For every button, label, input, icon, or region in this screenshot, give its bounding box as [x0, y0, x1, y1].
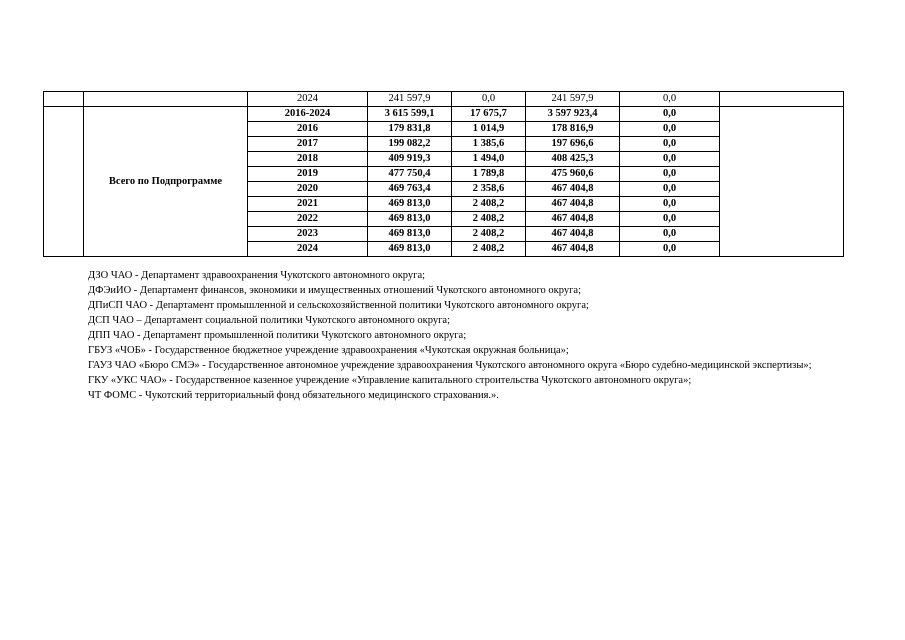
row-number-cell [44, 107, 84, 257]
funding-cell: 0,0 [620, 167, 720, 182]
legend-item: ДФЭиИО - Департамент финансов, экономики и имущественных отношений Чукотского автономного округа; [88, 285, 581, 296]
legend-item: ДСП ЧАО – Департамент социальной политики Чукотского автономного округа; [88, 315, 451, 326]
year-cell: 2018 [248, 152, 368, 167]
funding-cell: 0,0 [620, 122, 720, 137]
legend-item: ДПиСП ЧАО - Департамент промышленной и сельскохозяйственной политики Чукотского автономного округа; [88, 300, 589, 311]
row-number-cell [44, 92, 84, 107]
funding-cell: 2 408,2 [452, 197, 526, 212]
funding-cell: 0,0 [620, 152, 720, 167]
funding-cell: 467 404,8 [526, 182, 620, 197]
funding-cell: 1 789,8 [452, 167, 526, 182]
funding-cell: 467 404,8 [526, 242, 620, 257]
funding-cell: 178 816,9 [526, 122, 620, 137]
total-cell: 241 597,9 [368, 92, 452, 107]
funding-cell: 241 597,9 [526, 92, 620, 107]
year-cell: 2022 [248, 212, 368, 227]
funding-cell: 2 408,2 [452, 227, 526, 242]
funding-cell: 467 404,8 [526, 212, 620, 227]
funding-cell: 1 385,6 [452, 137, 526, 152]
subprogram-budget-table [43, 91, 844, 257]
funding-cell: 197 696,6 [526, 137, 620, 152]
legend-item: ГКУ «УКС ЧАО» - Государственное казенное учреждение «Управление капитального строительства Чукотского автономного округа»; [88, 375, 692, 386]
table-body [44, 92, 844, 257]
year-cell: 2016-2024 [248, 107, 368, 122]
funding-cell: 467 404,8 [526, 197, 620, 212]
funding-cell: 17 675,7 [452, 107, 526, 122]
funding-cell: 0,0 [620, 137, 720, 152]
funding-cell: 2 358,6 [452, 182, 526, 197]
funding-cell: 0,0 [620, 182, 720, 197]
funding-cell: 2 408,2 [452, 212, 526, 227]
year-cell: 2021 [248, 197, 368, 212]
year-cell: 2017 [248, 137, 368, 152]
funding-cell: 1 494,0 [452, 152, 526, 167]
total-cell: 469 813,0 [368, 227, 452, 242]
legend-item: ДПП ЧАО - Департамент промышленной политики Чукотского автономного округа; [88, 330, 467, 341]
funding-cell: 0,0 [620, 242, 720, 257]
year-cell: 2016 [248, 122, 368, 137]
funding-cell: 1 014,9 [452, 122, 526, 137]
total-cell: 199 082,2 [368, 137, 452, 152]
total-cell: 409 919,3 [368, 152, 452, 167]
total-cell: 469 763,4 [368, 182, 452, 197]
funding-cell: 408 425,3 [526, 152, 620, 167]
name-cell [84, 92, 248, 107]
total-cell: 179 831,8 [368, 122, 452, 137]
legend-item: ГАУЗ ЧАО «Бюро СМЭ» - Государственное автономное учреждение здравоохранения Чукотского автономного округа «Бюро судебно-медицинской экспертизы»; [88, 360, 812, 371]
funding-cell: 475 960,6 [526, 167, 620, 182]
year-cell: 2023 [248, 227, 368, 242]
year-cell: 2024 [248, 242, 368, 257]
table-row [44, 92, 844, 107]
funding-cell: 0,0 [620, 107, 720, 122]
funding-cell: 3 597 923,4 [526, 107, 620, 122]
program-total-label: Всего по Подпрограмме [84, 107, 248, 257]
funding-cell: 0,0 [620, 197, 720, 212]
legend-item: ДЗО ЧАО - Департамент здравоохранения Чукотского автономного округа; [88, 270, 426, 281]
abbreviations-legend [45, 268, 855, 403]
year-cell: 2020 [248, 182, 368, 197]
total-cell: 469 813,0 [368, 197, 452, 212]
legend-item: ЧТ ФОМС - Чукотский территориальный фонд обязательного медицинского страхования.». [88, 390, 499, 401]
year-cell: 2024 [248, 92, 368, 107]
funding-cell: 0,0 [452, 92, 526, 107]
notes-cell [720, 92, 844, 107]
funding-cell: 0,0 [620, 212, 720, 227]
funding-cell: 0,0 [620, 92, 720, 107]
funding-cell: 2 408,2 [452, 242, 526, 257]
total-cell: 469 813,0 [368, 242, 452, 257]
year-cell: 2019 [248, 167, 368, 182]
total-cell: 477 750,4 [368, 167, 452, 182]
funding-cell: 0,0 [620, 227, 720, 242]
funding-cell: 467 404,8 [526, 227, 620, 242]
notes-cell [720, 107, 844, 257]
table-row [44, 107, 844, 122]
legend-item: ГБУЗ «ЧОБ» - Государственное бюджетное учреждение здравоохранения «Чукотская окружная больница»; [88, 345, 569, 356]
total-cell: 469 813,0 [368, 212, 452, 227]
total-cell: 3 615 599,1 [368, 107, 452, 122]
